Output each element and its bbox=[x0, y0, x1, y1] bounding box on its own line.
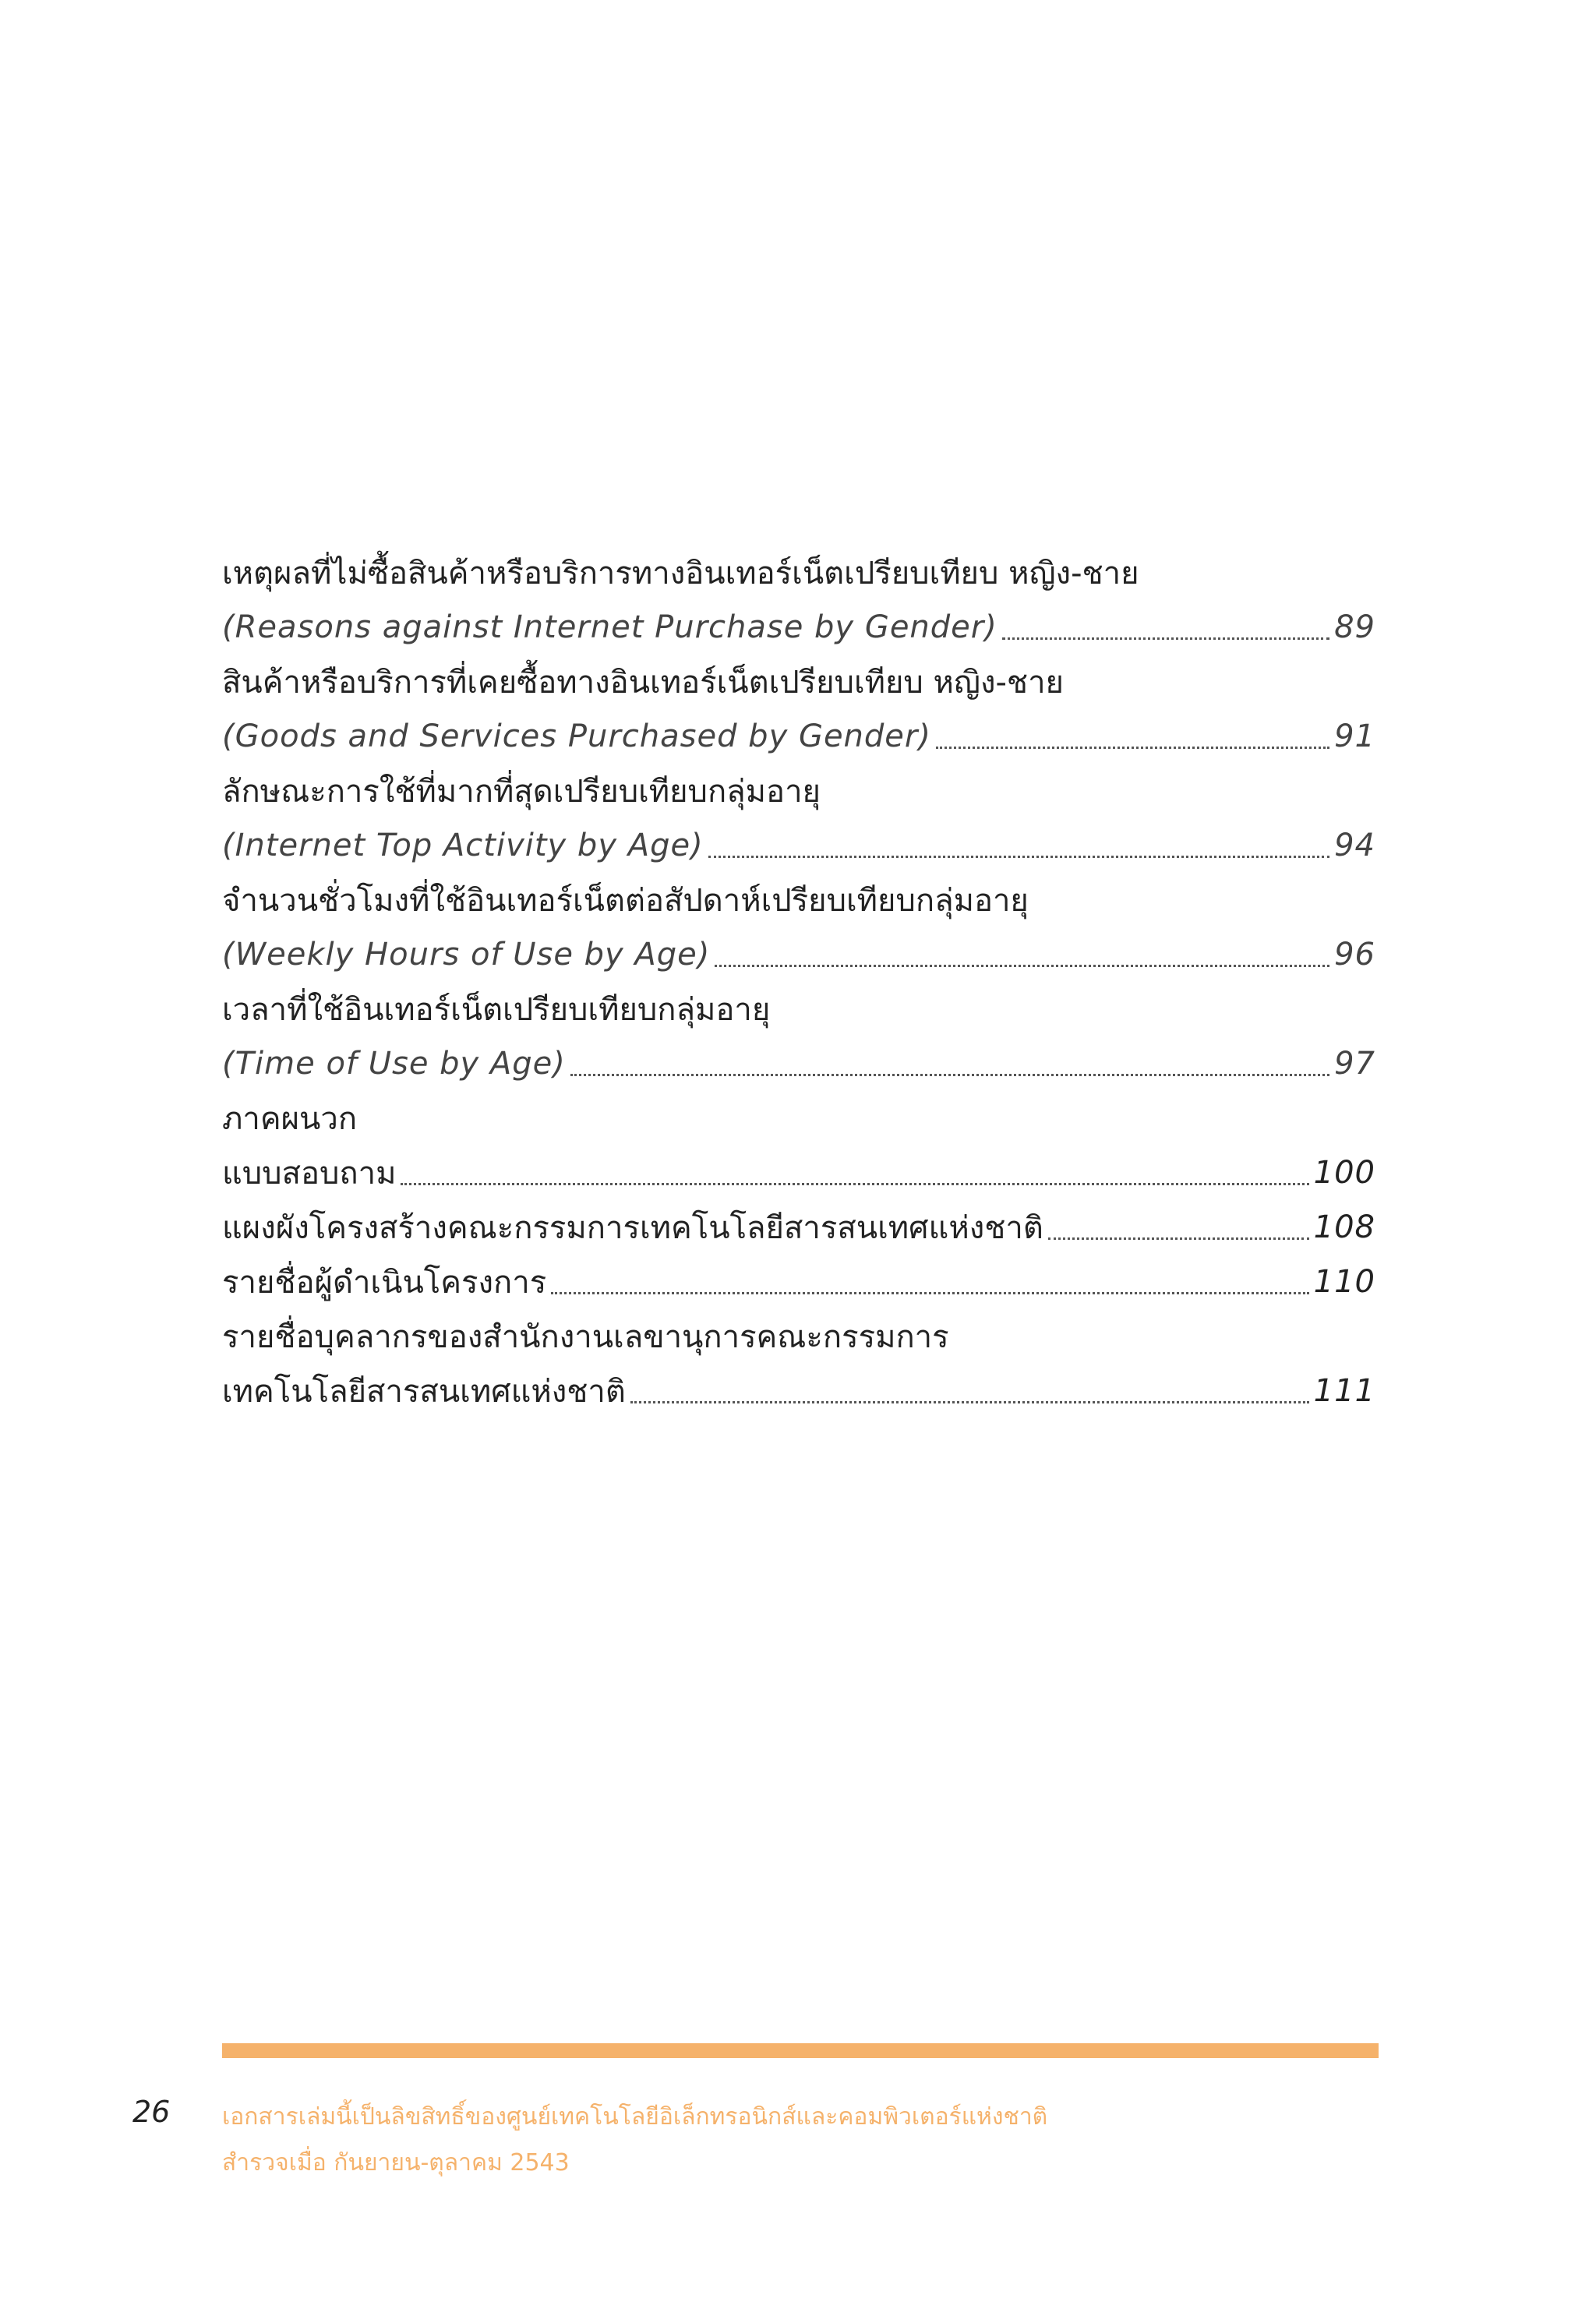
dot-leader bbox=[708, 856, 1329, 858]
footer-accent-bar bbox=[222, 2043, 1379, 2058]
dot-leader bbox=[630, 1401, 1309, 1403]
toc-page-number: 97 bbox=[1334, 1046, 1375, 1082]
toc-section-heading bbox=[222, 1091, 1375, 1146]
copyright-notice: เอกสารเล่มนี้เป็นลิขสิทธิ์ของศูนย์เทคโนโลยีอิเล็กทรอนิกส์และคอมพิวเตอร์แห่งชาติ bbox=[222, 2103, 1048, 2131]
toc-page-number: 111 bbox=[1313, 1373, 1375, 1409]
toc-entry-label: (Internet Top Activity by Age) bbox=[222, 828, 704, 863]
toc-page-number: 100 bbox=[1313, 1155, 1375, 1191]
dot-leader bbox=[401, 1183, 1308, 1185]
toc-heading bbox=[222, 1309, 1375, 1364]
toc-entry-label: แบบสอบถาม bbox=[222, 1156, 397, 1192]
dot-leader bbox=[570, 1074, 1329, 1076]
toc-entry-label: รายชื่อบุคลากรของสำนักงานเลขานุการคณะกรรมการ bbox=[222, 1319, 949, 1355]
toc-page-number: 94 bbox=[1334, 828, 1375, 863]
dot-leader bbox=[715, 965, 1329, 967]
toc-heading bbox=[222, 764, 1375, 818]
toc-heading bbox=[222, 545, 1375, 600]
toc-entry[interactable] bbox=[222, 1255, 1375, 1309]
toc-entry[interactable] bbox=[222, 1036, 1375, 1091]
toc-entry[interactable] bbox=[222, 818, 1375, 873]
dot-leader bbox=[1048, 1237, 1309, 1240]
toc-entry-label: (Reasons against Internet Purchase by Gender) bbox=[222, 609, 998, 645]
toc-entry-label: (Weekly Hours of Use by Age) bbox=[222, 937, 711, 973]
toc-entry-label: จำนวนชั่วโมงที่ใช้อินเทอร์เน็ตต่อสัปดาห์เปรียบเทียบกลุ่มอายุ bbox=[222, 883, 1029, 919]
table-of-contents bbox=[222, 545, 1375, 1418]
toc-entry-label: สินค้าหรือบริการที่เคยซื้อทางอินเทอร์เน็ตเปรียบเทียบ หญิง-ชาย bbox=[222, 665, 1064, 701]
toc-page-number: 108 bbox=[1313, 1209, 1375, 1245]
survey-date-note: สำรวจเมื่อ กันยายน-ตุลาคม 2543 bbox=[222, 2149, 570, 2176]
toc-entry[interactable] bbox=[222, 927, 1375, 982]
toc-page-number: 96 bbox=[1334, 937, 1375, 973]
page-number: 26 bbox=[132, 2095, 171, 2129]
toc-entry-label: รายชื่อผู้ดำเนินโครงการ bbox=[222, 1265, 547, 1301]
toc-entry[interactable] bbox=[222, 1364, 1375, 1418]
toc-page-number: 89 bbox=[1334, 609, 1375, 645]
dot-leader bbox=[936, 747, 1329, 749]
toc-entry-label: (Goods and Services Purchased by Gender) bbox=[222, 718, 931, 754]
toc-page-number: 91 bbox=[1334, 718, 1375, 754]
toc-page-number: 110 bbox=[1313, 1264, 1375, 1300]
toc-heading bbox=[222, 873, 1375, 927]
toc-entry-label: แผงผังโครงสร้างคณะกรรมการเทคโนโลยีสารสนเทศแห่งชาติ bbox=[222, 1210, 1043, 1246]
toc-entry-label: เทคโนโลยีสารสนเทศแห่งชาติ bbox=[222, 1374, 626, 1410]
toc-heading bbox=[222, 655, 1375, 709]
dot-leader bbox=[551, 1292, 1308, 1294]
toc-entry[interactable] bbox=[222, 1146, 1375, 1200]
toc-entry-label: เวลาที่ใช้อินเทอร์เน็ตเปรียบเทียบกลุ่มอายุ bbox=[222, 992, 771, 1028]
toc-heading bbox=[222, 982, 1375, 1036]
toc-entry-label: (Time of Use by Age) bbox=[222, 1046, 566, 1082]
toc-entry[interactable] bbox=[222, 1200, 1375, 1255]
toc-entry-label: เหตุผลที่ไม่ซื้อสินค้าหรือบริการทางอินเทอร์เน็ตเปรียบเทียบ หญิง-ชาย bbox=[222, 556, 1139, 591]
toc-entry-label: ภาคผนวก bbox=[222, 1101, 358, 1137]
toc-entry-label: ลักษณะการใช้ที่มากที่สุดเปรียบเทียบกลุ่มอายุ bbox=[222, 774, 821, 810]
dot-leader bbox=[1002, 637, 1329, 640]
toc-entry[interactable] bbox=[222, 600, 1375, 655]
toc-entry[interactable] bbox=[222, 709, 1375, 764]
